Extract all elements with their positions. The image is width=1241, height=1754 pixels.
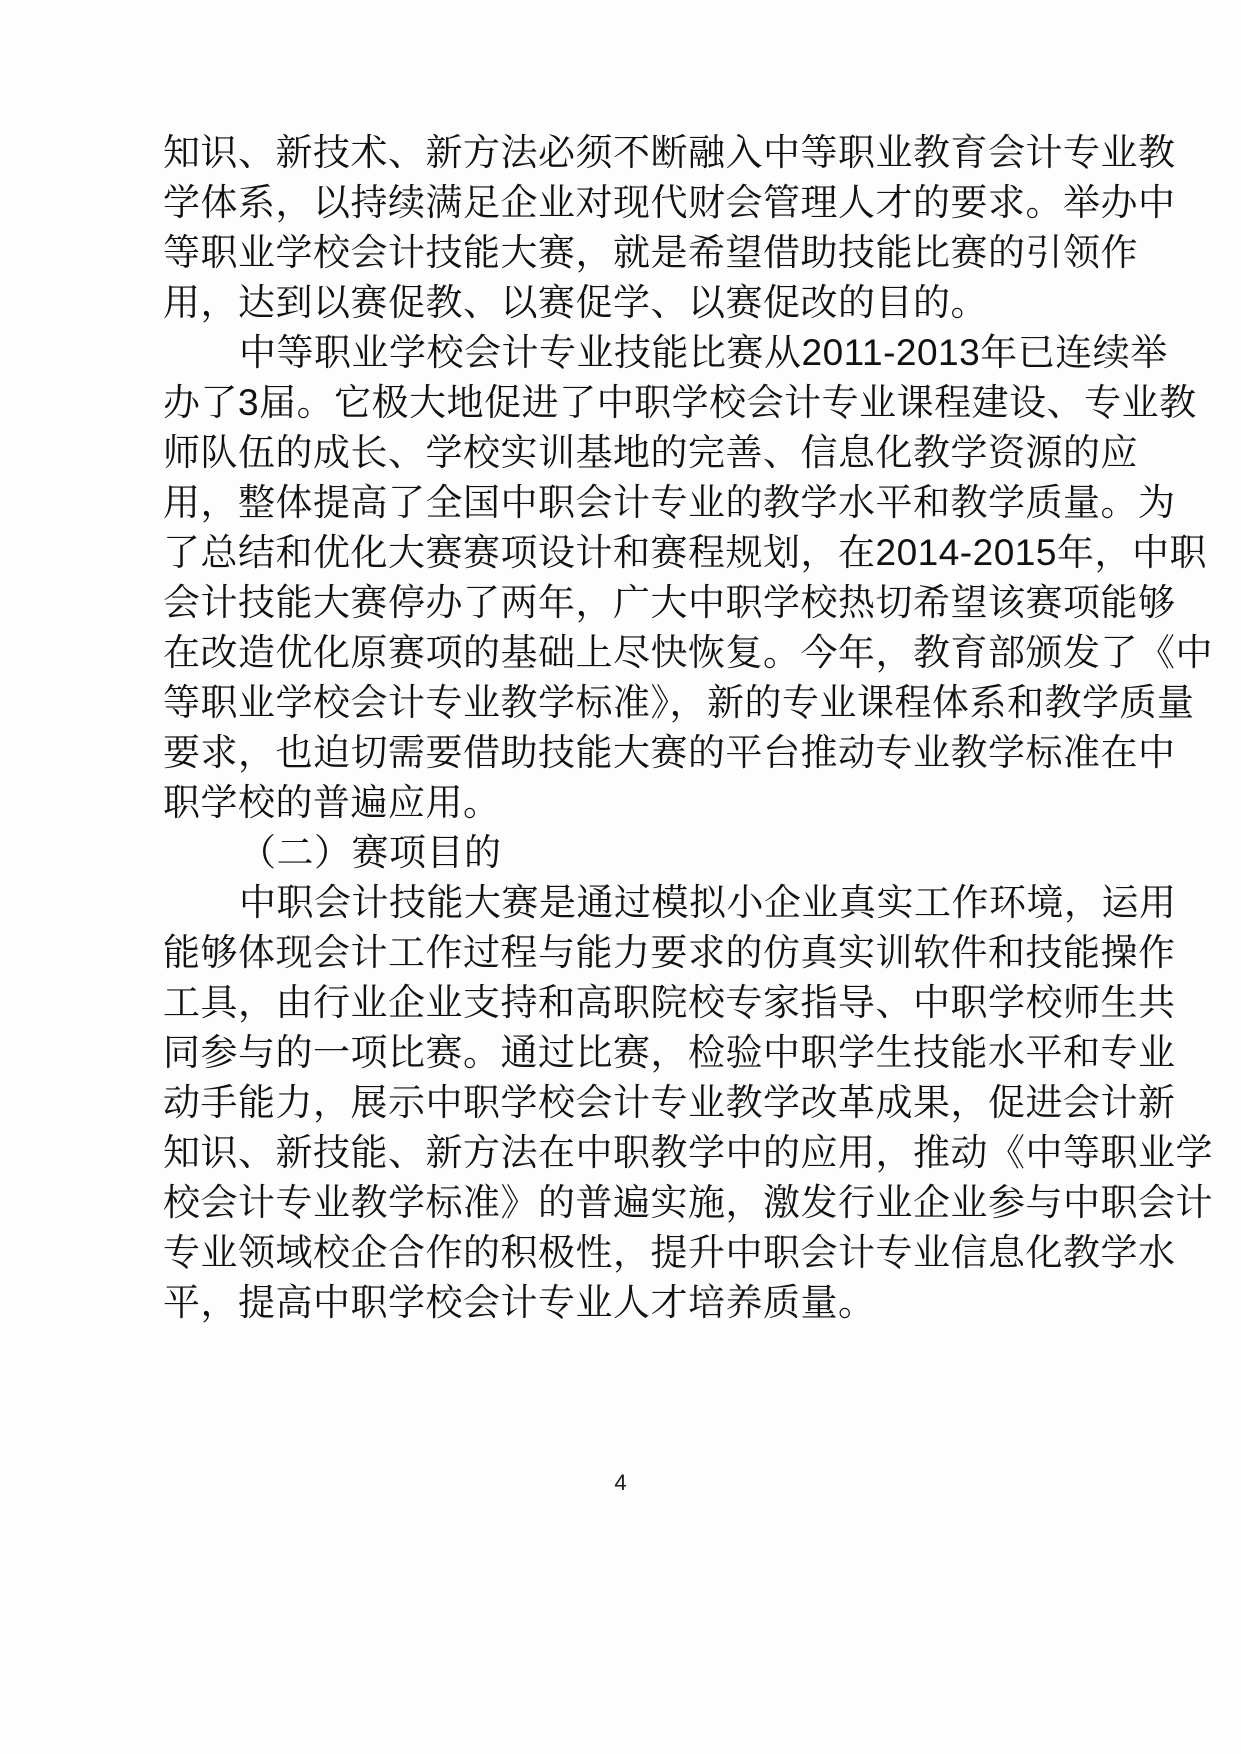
document-body	[163, 128, 1213, 1328]
text-line: 等职业学校会计专业教学标准》，新的专业课程体系和教学质量	[163, 682, 1195, 723]
text-line: 工具，由行业企业支持和高职院校专家指导、中职学校师生共	[163, 982, 1176, 1023]
text-line: 能够体现会计工作过程与能力要求的仿真实训软件和技能操作	[163, 932, 1176, 973]
text-line: 动手能力，展示中职学校会计专业教学改革成果，促进会计新	[163, 1082, 1176, 1123]
text-line: 职学校的普遍应用。	[163, 782, 501, 823]
text-line: 知识、新技能、新方法在中职教学中的应用，推动《中等职业学	[163, 1132, 1213, 1173]
text-line: 会计技能大赛停办了两年，广大中职学校热切希望该赛项能够	[163, 582, 1176, 623]
text-line: 要求，也迫切需要借助技能大赛的平台推动专业教学标准在中	[163, 732, 1176, 773]
text-line: 用，整体提高了全国中职会计专业的教学水平和教学质量。为	[163, 482, 1176, 523]
text-line: 中等职业学校会计专业技能比赛从2011-2013年已连续举	[239, 332, 1168, 373]
text-line: 等职业学校会计技能大赛，就是希望借助技能比赛的引领作	[163, 232, 1138, 273]
text-line: 中职会计技能大赛是通过模拟小企业真实工作环境，运用	[239, 882, 1177, 923]
text-line: 师队伍的成长、学校实训基地的完善、信息化教学资源的应	[163, 432, 1138, 473]
text-line: 校会计专业教学标准》的普遍实施，激发行业企业参与中职会计	[163, 1182, 1213, 1223]
text-line: 平，提高中职学校会计专业人才培养质量。	[163, 1282, 876, 1323]
page-number: 4	[614, 1470, 627, 1495]
paragraph-block	[163, 878, 1213, 1328]
text-line: 专业领域校企合作的积极性，提升中职会计专业信息化教学水	[163, 1232, 1176, 1273]
text-line: 办了3届。它极大地促进了中职学校会计专业课程建设、专业教	[163, 382, 1197, 423]
section-heading-block	[163, 828, 1093, 878]
text-line: 知识、新技术、新方法必须不断融入中等职业教育会计专业教	[163, 132, 1176, 173]
text-line: 了总结和优化大赛赛项设计和赛程规划，在2014-2015年，中职	[163, 532, 1207, 573]
paragraph-block	[163, 328, 1213, 828]
text-line: 学体系，以持续满足企业对现代财会管理人才的要求。举办中	[163, 182, 1176, 223]
text-line: 同参与的一项比赛。通过比赛，检验中职学生技能水平和专业	[163, 1032, 1176, 1073]
text-line: 在改造优化原赛项的基础上尽快恢复。今年，教育部颁发了《中	[163, 632, 1213, 673]
text-line: 用，达到以赛促教、以赛促学、以赛促改的目的。	[163, 282, 988, 323]
paragraph-block	[163, 128, 1176, 328]
section-heading: （二）赛项目的	[239, 832, 502, 873]
